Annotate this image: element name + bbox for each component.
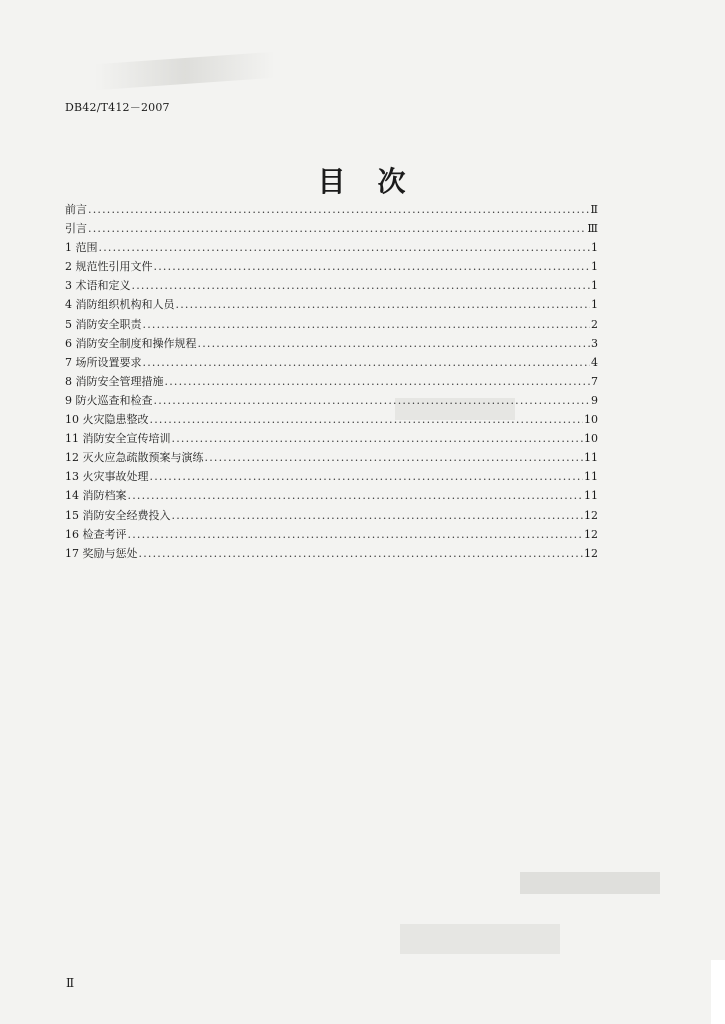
toc-entry-page: 1 [591, 279, 598, 293]
toc-entry-page: Ⅱ [590, 203, 598, 216]
toc-dot-leader [205, 448, 584, 467]
toc-dot-leader [172, 506, 584, 525]
toc-entry-label: 1 范围 [65, 241, 98, 255]
toc-entry-page: 10 [584, 432, 598, 446]
scan-bleed-bottom-2 [400, 924, 560, 954]
toc-entry-page: 9 [591, 393, 598, 407]
toc-entry-label: 8 消防安全管理措施 [65, 374, 164, 388]
toc-dot-leader [143, 353, 591, 372]
toc-dot-leader [132, 276, 591, 295]
toc-entry[interactable] [65, 467, 598, 486]
toc-entry-page: 2 [591, 317, 598, 331]
toc-entry-page: 4 [591, 355, 598, 369]
toc-entry[interactable] [65, 200, 598, 219]
toc-entry-page: 11 [584, 451, 598, 465]
toc-entry[interactable] [65, 276, 598, 295]
toc-entry-page: 1 [591, 241, 598, 255]
toc-entry-page: 1 [591, 260, 598, 274]
document-code: DB42/T412－2007 [65, 101, 170, 114]
toc-entry[interactable] [65, 506, 598, 525]
toc-entry-page: Ⅲ [587, 222, 598, 236]
toc-entry[interactable] [65, 238, 598, 257]
toc-entry[interactable] [65, 525, 598, 544]
page-number: Ⅱ [66, 976, 75, 990]
toc-entry[interactable] [65, 353, 598, 372]
toc-entry-page: 12 [584, 546, 598, 560]
toc-entry-label: 2 规范性引用文件 [65, 260, 153, 274]
toc-dot-leader [139, 544, 584, 563]
toc-dot-leader [128, 525, 584, 544]
toc-entry-label: 17 奖励与惩处 [65, 546, 138, 560]
toc-entry[interactable] [65, 410, 598, 429]
toc-entry[interactable] [65, 257, 598, 276]
toc-entry-label: 7 场所设置要求 [65, 355, 142, 369]
toc-entry-page: 12 [584, 508, 598, 522]
toc-dot-leader [154, 391, 591, 410]
toc-entry[interactable] [65, 315, 598, 334]
toc-dot-leader [128, 486, 584, 505]
toc-dot-leader [198, 334, 591, 353]
toc-entry[interactable] [65, 372, 598, 391]
toc-entry-label: 10 火灾隐患整改 [65, 413, 149, 427]
toc-dot-leader [172, 429, 584, 448]
scan-edge [711, 960, 725, 1024]
toc-entry-page: 12 [584, 527, 598, 541]
toc-entry-label: 11 消防安全宣传培训 [65, 432, 171, 446]
toc-dot-leader [88, 200, 590, 219]
toc-entry-page: 11 [584, 470, 598, 484]
toc-entry-label: 引言 [65, 222, 87, 236]
toc-entry-label: 14 消防档案 [65, 489, 127, 503]
toc-entry-page: 10 [584, 413, 598, 427]
toc-entry[interactable] [65, 486, 598, 505]
toc-entry-label: 6 消防安全制度和操作规程 [65, 336, 197, 350]
toc-entry[interactable] [65, 544, 598, 563]
toc-entry-page: 7 [591, 374, 598, 388]
toc-dot-leader [99, 238, 591, 257]
toc-entry[interactable] [65, 334, 598, 353]
toc-dot-leader [165, 372, 591, 391]
toc-entry-page: 11 [584, 489, 598, 503]
toc-entry[interactable] [65, 391, 598, 410]
toc-entry-label: 12 灭火应急疏散预案与演练 [65, 451, 204, 465]
toc-entry[interactable] [65, 295, 598, 314]
toc-entry-page: 3 [591, 336, 598, 350]
toc-dot-leader [154, 257, 591, 276]
toc-entry-label: 16 检查考评 [65, 527, 127, 541]
toc-entry[interactable] [65, 219, 598, 238]
toc-entry[interactable] [65, 429, 598, 448]
toc-dot-leader [150, 410, 584, 429]
toc-dot-leader [88, 219, 586, 238]
toc-dot-leader [143, 315, 591, 334]
toc-title: 目 次 [317, 165, 408, 198]
toc-entry-label: 5 消防安全职责 [65, 317, 142, 331]
toc-entry-label: 15 消防安全经费投入 [65, 508, 171, 522]
toc-entry-label: 前言 [65, 203, 87, 216]
table-of-contents [65, 200, 598, 563]
toc-entry-label: 3 术语和定义 [65, 279, 131, 293]
toc-entry[interactable] [65, 448, 598, 467]
toc-dot-leader [176, 295, 591, 314]
scan-bleed-bottom [520, 872, 660, 894]
toc-entry-label: 4 消防组织机构和人员 [65, 298, 175, 312]
toc-entry-page: 1 [591, 298, 598, 312]
toc-entry-label: 13 火灾事故处理 [65, 470, 149, 484]
toc-dot-leader [150, 467, 584, 486]
toc-entry-label: 9 防火巡查和检查 [65, 393, 153, 407]
scan-bleed-top [95, 52, 275, 91]
